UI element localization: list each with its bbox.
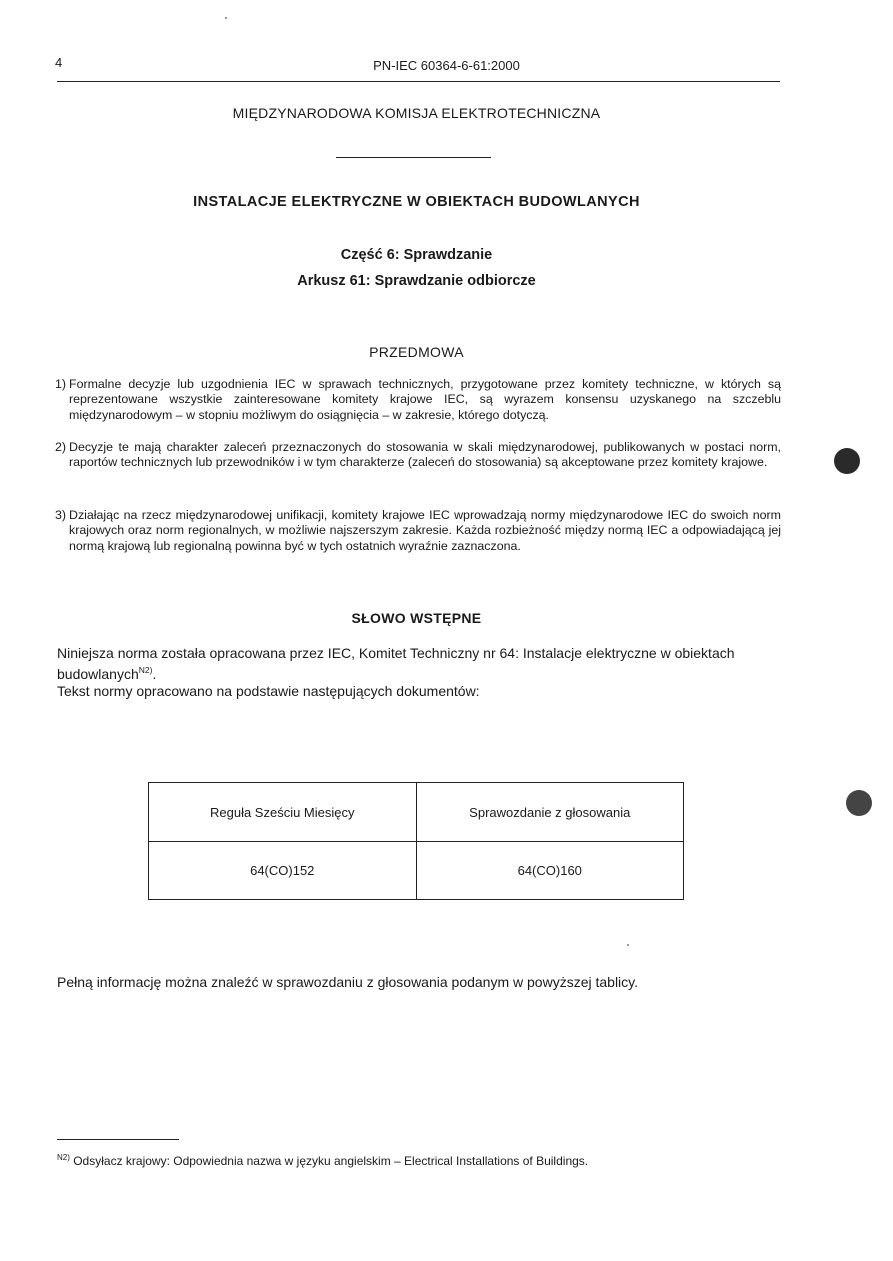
clause-text: Działając na rzecz międzynarodowej unifikacji, komitety krajowe IEC wprowadzają normy międzynarodowe IEC do swoich norm krajowych oraz norm regionalnych, w możliwie najszerszym zakresie. Każda rozbieżność między normą IEC a odpowiadającą jej normą krajową lub regionalną powinna być w tych ostatnich wyraźnie zaznaczona. — [69, 508, 781, 553]
organization-name: MIĘDZYNARODOWA KOMISJA ELEKTROTECHNICZNA — [232, 105, 601, 121]
footnote-marker: N2) — [57, 1153, 70, 1162]
clause-number: 2) — [55, 440, 67, 454]
foreword-heading: PRZEDMOWA — [369, 344, 464, 360]
main-title: INSTALACJE ELEKTRYCZNE W OBIEKTACH BUDOWLANYCH — [193, 194, 640, 210]
table-row — [149, 842, 684, 900]
clause-text: Decyzje te mają charakter zaleceń przeznaczonych do stosowania w skali międzynarodowej, publikowanych w postaci norm, raportów technicznych lub przewodników i w tym charakterze (zaleceń do stosowania) są akceptowane przez komitety krajowe. — [69, 440, 781, 470]
table-header-cell: Reguła Sześciu Miesięcy — [149, 783, 417, 842]
sheet-title: Arkusz 61: Sprawdzanie odbiorcze — [297, 273, 536, 289]
documents-table — [148, 782, 684, 900]
part-title: Część 6: Sprawdzanie — [340, 247, 493, 263]
preface-body — [57, 645, 781, 700]
footnote-rule — [57, 1139, 179, 1140]
preface-line-1: Niniejsza norma została opracowana przez IEC, Komitet Techniczny nr 64: Instalacje elektryczne w obiektach budowlanych — [57, 645, 735, 682]
punch-hole-mark — [846, 790, 872, 816]
footnote-text: Odsyłacz krajowy: Odpowiednia nazwa w języku angielskim – Electrical Installations of Buildings. — [69, 1154, 589, 1168]
clause-text: Formalne decyzje lub uzgodnienia IEC w sprawach technicznych, przygotowane przez komitety techniczne, w których są reprezentowane wszystkie zainteresowane komitety krajowe IEC, są wyrazem konsensu uzyskanego na szczeblu międzynarodowym – w stopniu możliwym do osiągnięcia – w zakresie, którego dotyczą. — [69, 377, 781, 422]
punch-hole-mark — [834, 448, 860, 474]
info-note: Pełną informację można znaleźć w sprawozdaniu z głosowania podanym w powyższej tablicy. — [57, 974, 639, 990]
preface-line-2: Tekst normy opracowano na podstawie następujących dokumentów: — [57, 683, 480, 699]
document-code: PN-IEC 60364-6-61:2000 — [373, 58, 520, 73]
title-separator — [336, 157, 491, 158]
preface-heading: SŁOWO WSTĘPNE — [351, 610, 482, 626]
table-header-cell: Sprawozdanie z głosowania — [416, 783, 684, 842]
foreword-clause — [55, 440, 781, 471]
table-cell: 64(CO)152 — [149, 842, 417, 900]
foreword-clause — [55, 508, 781, 554]
footnote — [57, 1153, 781, 1168]
foreword-clause — [55, 377, 781, 423]
clause-number: 1) — [55, 377, 67, 391]
scan-speck — [627, 944, 629, 946]
preface-line-1-end: . — [152, 666, 157, 682]
page-number: 4 — [55, 55, 63, 70]
header-rule — [57, 81, 780, 82]
footnote-reference: N2) — [138, 665, 153, 675]
scan-speck — [225, 17, 227, 19]
table-cell: 64(CO)160 — [416, 842, 684, 900]
table-header-row — [149, 783, 684, 842]
clause-number: 3) — [55, 508, 67, 522]
